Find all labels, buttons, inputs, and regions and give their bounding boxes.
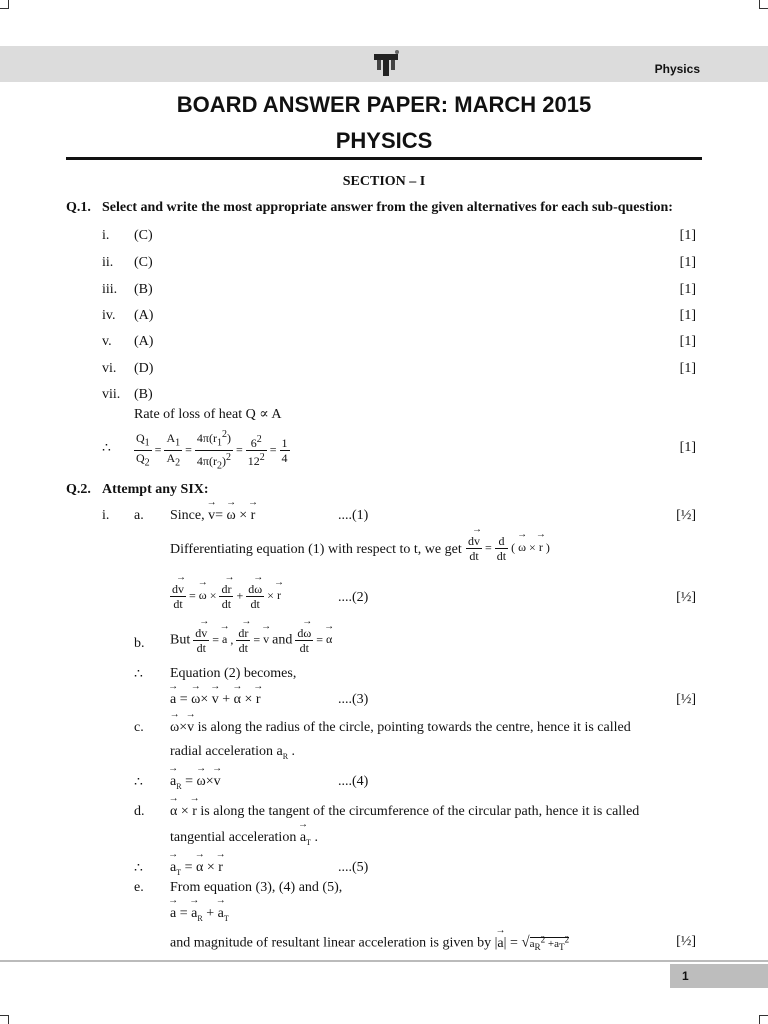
q1-item-answer: (C) [134, 255, 153, 270]
therefore-symbol: ∴ [134, 775, 143, 790]
q2-label: Q.2. [66, 482, 91, 497]
part-d-label: d. [134, 804, 145, 819]
part-d-text2: tangential acceleration → $a_T$ . [170, 830, 318, 847]
q1-item-answer: (B) [134, 282, 153, 297]
q1-item-num: iv. [102, 308, 116, 323]
eq4-ref: ....(4) [338, 774, 369, 789]
header-subject: Physics [654, 62, 700, 76]
eq1-ref: ....(1) [338, 508, 369, 523]
q1-item-answer: (D) [134, 361, 154, 376]
part-a-text: Since, → v= → ω × → r [170, 508, 255, 524]
q1-item-num: iii. [102, 282, 118, 297]
part-b-equation: But $\frac{d\to v}{dt}$ = → a , $\frac{d\to r}{dt}$ = → v and $\frac{d\to \omega}{dt}$ = → α [170, 626, 332, 655]
q1-vii-text: Rate of loss of heat Q ∝ A [134, 407, 282, 422]
differentiation-text: Differentiating equation (1) with respect to t, we get [170, 542, 462, 557]
q2-item-num: i. [102, 508, 110, 523]
therefore-symbol: ∴ [134, 861, 143, 876]
q1-item-mark: [1] [679, 255, 696, 270]
q1-item-answer: (B) [134, 387, 153, 402]
q1-item-num: vi. [102, 361, 117, 376]
eq2-ref: ....(2) [338, 590, 369, 605]
part-c-text: → ω×→ v is along the radius of the circle, pointing towards the centre, hence it is called [170, 720, 631, 736]
therefore-symbol: ∴ [102, 441, 111, 456]
section-heading: SECTION – I [342, 174, 426, 189]
eq3-mark: [½] [676, 692, 696, 707]
eq5-equation: → $a_T$ = → α × → r [170, 860, 223, 877]
eq3-equation: → a = → ω× → v + → α × → r [170, 692, 261, 708]
part-d-text: → α × → r is along the tangent of the circumference of the circular path, hence it is called [170, 804, 639, 820]
crop-mark-top-right [759, 0, 768, 9]
eq2-mark: [½] [676, 590, 696, 605]
q1-item-answer: (A) [134, 308, 154, 323]
q1-item-answer: (A) [134, 334, 154, 349]
q1-item-num: ii. [102, 255, 114, 270]
part-e-text: From equation (3), (4) and (5), [170, 880, 343, 895]
paper-title: BOARD ANSWER PAPER: MARCH 2015 [176, 92, 592, 117]
part-a-label: a. [134, 508, 144, 523]
q1-item-mark: [1] [679, 282, 696, 297]
part-a-mark: [½] [676, 508, 696, 523]
part-e-label: e. [134, 880, 144, 895]
part-b-label: b. [134, 636, 145, 651]
magnitude-text: and magnitude of resultant linear acceleration is given by |→ $a| = √a_R^2 +a_T^2$ [170, 934, 569, 952]
eq5-ref: ....(5) [338, 860, 369, 875]
title-rule [66, 157, 702, 160]
publisher-logo-icon [370, 48, 402, 80]
crop-mark-bottom-left [0, 1015, 9, 1024]
q1-item-num: vii. [102, 387, 121, 402]
eq4-equation: → $a_R$ = → ω×→ v [170, 774, 221, 791]
q1-item-mark: [1] [679, 228, 696, 243]
q1-vii-mark: [1] [679, 440, 696, 455]
q1-item-mark: [1] [679, 334, 696, 349]
q1-prompt: Select and write the most appropriate answer from the given alternatives for each sub-question: [102, 200, 673, 215]
q1-item-num: i. [102, 228, 110, 243]
q1-item-answer: (C) [134, 228, 153, 243]
crop-mark-top-left [0, 0, 9, 9]
part-c-text2: radial acceleration $a_R$ . [170, 744, 296, 761]
therefore-symbol: ∴ [134, 667, 143, 682]
q2-prompt: Attempt any SIX: [102, 482, 209, 497]
crop-mark-bottom-right [759, 1015, 768, 1024]
resultant-equation: → a = → $a_R$ + → $a_T$ [170, 906, 229, 923]
q1-item-mark: [1] [679, 361, 696, 376]
paper-subtitle: PHYSICS [335, 128, 433, 153]
footer-rule [0, 960, 768, 962]
page-number: 1 [682, 969, 689, 983]
dv-dt-equation: $\frac{d\to v}{dt}$ = $\frac{d}{dt}$ ( → ω × → r ) [466, 534, 550, 563]
q1-item-num: v. [102, 334, 112, 349]
eq2-equation: $\frac{d\to v}{dt}$ = → ω × $\frac{d\to r}{dt}$ + $\frac{d\to \omega}{dt}$ × → r [170, 582, 281, 611]
part-e-mark: [½] [676, 934, 696, 949]
part-c-label: c. [134, 720, 144, 735]
q1-label: Q.1. [66, 200, 91, 215]
eq3-ref: ....(3) [338, 692, 369, 707]
equation-2-becomes: Equation (2) becomes, [170, 666, 297, 681]
heat-ratio-equation: $\frac{Q_1}{Q_2}$ = $\frac{A_1}{A_2}$ = $\frac{4\pi(r_1^2)}{4\pi(r_2)^2}$ = $\frac{6^2}{12^2}$ = $\frac{1}{4}$ [136, 429, 288, 472]
q1-item-mark: [1] [679, 308, 696, 323]
